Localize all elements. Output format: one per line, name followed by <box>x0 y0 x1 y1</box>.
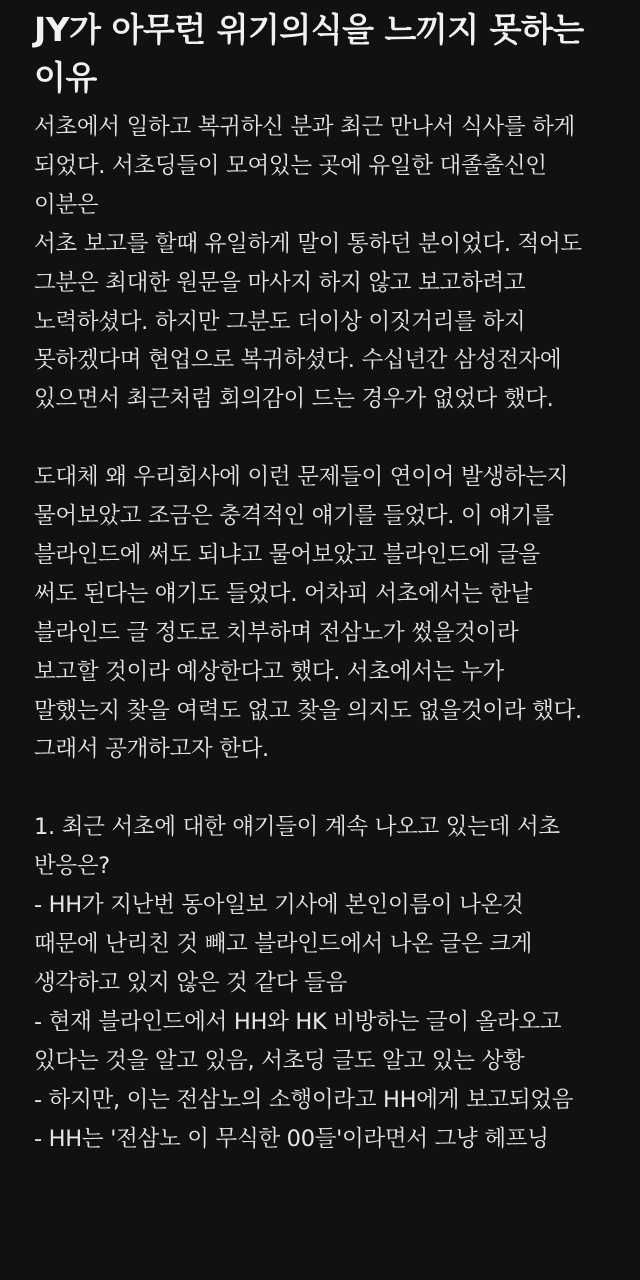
body-line: 블라인드에 써도 되냐고 물어보았고 블라인드에 글을 <box>34 541 540 568</box>
body-line: 생각하고 있지 않은 것 같다 들음 <box>34 969 347 996</box>
body-line: 서초에서 일하고 복귀하신 분과 최근 만나서 식사를 하게 <box>34 114 575 140</box>
body-line: 반응은? <box>34 853 110 880</box>
paragraph-gap <box>34 769 634 808</box>
post-title-line: 이유 <box>34 58 97 97</box>
body-line: 이분은 <box>34 191 99 218</box>
body-line: 보고할 것이라 예상한다고 했다. 서초에서는 누가 <box>34 658 504 685</box>
body-line: 말했는지 찾을 여력도 없고 찾을 의지도 없을것이라 했다. <box>34 697 582 724</box>
paragraph-3 <box>34 808 634 1158</box>
paragraph-1 <box>34 108 634 419</box>
post-title <box>34 6 624 102</box>
body-line: - HH가 지난번 동아일보 기사에 본인이름이 나온것 <box>34 892 524 919</box>
body-line: 물어보았고 조금은 충격적인 얘기를 들었다. 이 얘기를 <box>34 503 554 530</box>
body-line: 그래서 공개하고자 한다. <box>34 736 269 763</box>
body-line: 서초 보고를 할때 유일하게 말이 통하던 분이었다. 적어도 <box>34 230 582 257</box>
body-line: 때문에 난리친 것 빼고 블라인드에서 나온 글은 크게 <box>34 931 533 957</box>
body-line: 있으면서 최근처럼 회의감이 드는 경우가 없었다 했다. <box>34 386 554 413</box>
body-line: 되었다. 서초딩들이 모여있는 곳에 유일한 대졸출신인 <box>34 152 547 179</box>
body-line: 노력하셨다. 하지만 그분도 더이상 이짓거리를 하지 <box>34 308 526 335</box>
body-line: - HH는 '전삼노 이 무식한 00들'이라면서 그냥 헤프닝 <box>34 1125 549 1152</box>
body-line: - 현재 블라인드에서 HH와 HK 비방하는 글이 올라오고 <box>34 1008 562 1035</box>
body-line: 못하겠다며 현업으로 복귀하셨다. 수십년간 삼성전자에 <box>34 347 562 374</box>
post-body <box>34 108 634 1158</box>
body-line: 그분은 최대한 원문을 마사지 하지 않고 보고하려고 <box>34 269 526 296</box>
paragraph-2 <box>34 458 634 769</box>
body-line: 1. 최근 서초에 대한 얘기들이 계속 나오고 있는데 서초 <box>34 814 560 841</box>
body-line: 써도 된다는 얘기도 들었다. 어차피 서초에서는 한낱 <box>34 580 533 607</box>
paragraph-gap <box>34 419 634 458</box>
body-line: 있다는 것을 알고 있음, 서초딩 글도 알고 있는 상황 <box>34 1047 525 1074</box>
post-title-line: JY가 아무런 위기의식을 느끼지 못하는 <box>34 10 584 49</box>
body-line: - 하지만, 이는 전삼노의 소행이라고 HH에게 보고되었음 <box>34 1086 574 1113</box>
body-line: 도대체 왜 우리회사에 이런 문제들이 연이어 발생하는지 <box>34 464 569 491</box>
body-line: 블라인드 글 정도로 치부하며 전삼노가 썼을것이라 <box>34 619 519 646</box>
